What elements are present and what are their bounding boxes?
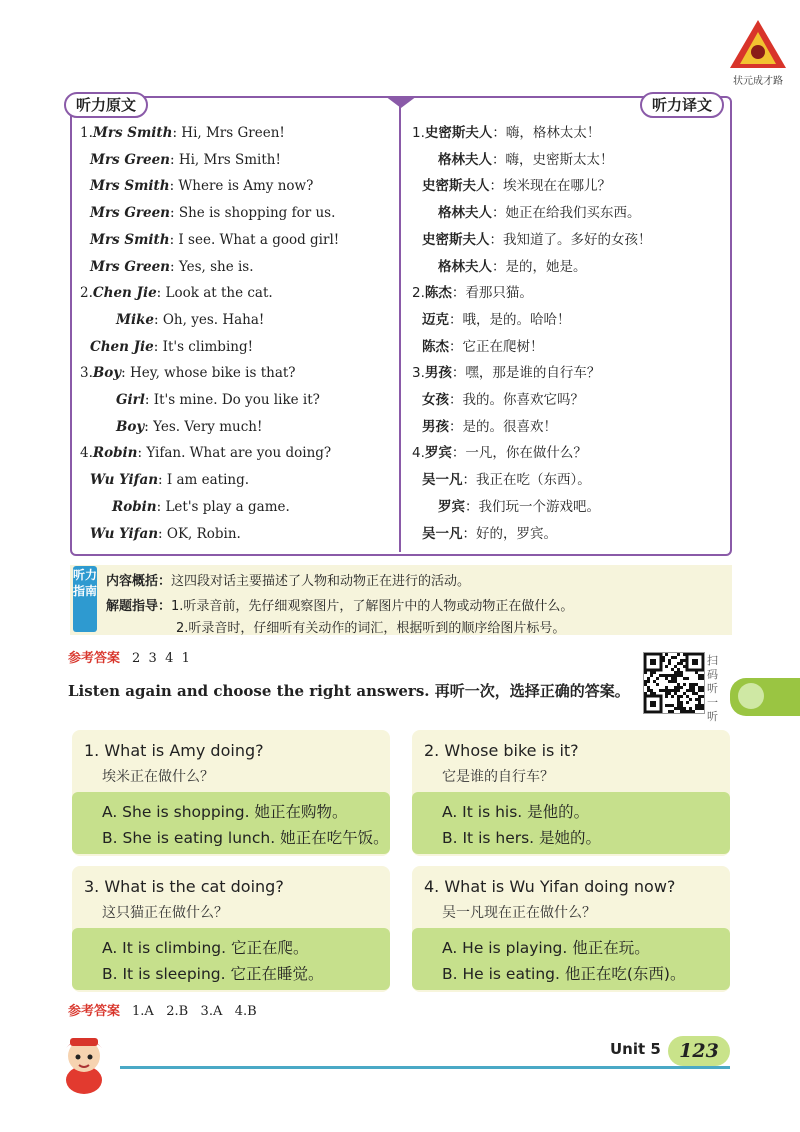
speaker: Boy [116, 418, 145, 435]
speaker: Mike [116, 311, 155, 328]
line-text: : It's mine. Do you like it? [144, 392, 320, 408]
line-text: : OK, Robin. [158, 525, 241, 542]
dialogue-line [90, 258, 254, 276]
line-text: : Hey, whose bike is that? [121, 365, 296, 382]
dialogue-line [90, 231, 339, 249]
line-text: : Yes. Very much! [144, 418, 263, 435]
question-card-2 [412, 730, 730, 856]
speaker: Mrs Smith [90, 178, 170, 195]
dialogue-line [422, 177, 611, 195]
dialogue-line [438, 151, 614, 169]
dialogue-line [116, 311, 264, 329]
dialogue-line [422, 418, 557, 436]
option-a[interactable]: A. She is shopping. 她正在购物。 [102, 803, 348, 821]
dialogue-line [412, 124, 600, 142]
line-text: ：我的。你喜欢它吗？ [449, 392, 584, 408]
line-number: 1. [80, 125, 93, 141]
speaker: Mrs Green [90, 151, 170, 168]
speaker: 史密斯夫人 [422, 178, 490, 195]
speaker: Robin [112, 498, 157, 515]
box-notch [385, 96, 417, 108]
dialogue-line [422, 391, 584, 409]
dialogue-line [90, 204, 335, 222]
footer-line [120, 1066, 730, 1069]
dialogue-line [90, 525, 241, 543]
dialogue-line [90, 471, 249, 489]
line-text: ：我们玩一个游戏吧。 [465, 498, 600, 515]
line-text: ：埃米现在在哪儿？ [489, 178, 611, 195]
logo-brand-text: 状元成才路 [733, 76, 783, 87]
unit-label: Unit 5 [610, 1040, 661, 1058]
line-text: : Look at the cat. [156, 285, 273, 302]
speaker: Mrs Smith [90, 231, 170, 248]
answer-value: 2 3 4 1 [132, 651, 190, 666]
dialogue-line [112, 498, 290, 516]
speaker: 陈杰 [422, 338, 449, 355]
line-text: : Oh, yes. Haha! [154, 311, 265, 328]
speaker: 格林夫人 [438, 205, 492, 222]
dialogue-line [80, 284, 273, 302]
transcript-title: 听力原文 [64, 92, 148, 118]
summary-label: 内容概括： [106, 574, 172, 589]
answer-value: 1.A 2.B 3.A 4.B [132, 1004, 257, 1019]
dialogue-line [438, 204, 641, 222]
speaker: 女孩 [422, 392, 449, 408]
tip1-text: 1.听录音前，先仔细观察图片，了解图片中的人物或动物正在做什么。 [171, 599, 574, 614]
speaker: 罗宾 [438, 498, 465, 515]
question-cn: 这只猫正在做什么？ [102, 905, 228, 921]
line-number: 4. [412, 445, 425, 462]
dialogue-line [116, 391, 320, 409]
dialogue-line [90, 177, 313, 195]
instruction [68, 680, 630, 701]
dialogue-line [438, 498, 600, 516]
speaker: Mrs Green [90, 205, 170, 222]
line-number: 2. [412, 285, 425, 302]
dialogue-line [438, 258, 587, 276]
dialogue-line [90, 338, 253, 356]
line-number: 2. [80, 285, 93, 302]
line-text: : Let's play a game. [156, 498, 290, 515]
line-text: ：我正在吃（东西）。 [462, 472, 591, 489]
line-text: ：嗨，格林太太！ [492, 125, 601, 141]
dialogue-line [422, 471, 591, 489]
speaker: 史密斯夫人 [422, 231, 490, 248]
guide-tip-2: 2.听录音时，仔细听有关动作的词汇，根据听到的顺序给图片标号。 [176, 621, 566, 636]
reference-answer-2 [68, 1000, 257, 1019]
dialogue-line [80, 124, 285, 142]
speaker: 吴一凡 [422, 472, 463, 489]
line-text: : Where is Amy now? [169, 178, 314, 195]
reference-answer-1 [68, 647, 190, 666]
dialogue-line [90, 151, 281, 169]
qr-code[interactable] [643, 652, 705, 714]
dialogue-line [412, 284, 533, 302]
summary-text: 这四段对话主要描述了人物和动物正在进行的活动。 [171, 574, 471, 589]
speaker: 男孩 [422, 418, 449, 435]
speaker: Chen Jie [90, 338, 154, 355]
transcript-divider [399, 100, 401, 552]
line-text: : Hi, Mrs Green! [172, 125, 285, 141]
line-text: ：是的。很喜欢！ [449, 418, 557, 435]
options [72, 792, 390, 854]
option-b[interactable]: B. He is eating. 他正在吃(东西)。 [442, 965, 686, 983]
question-cn: 它是谁的自行车？ [442, 769, 554, 785]
option-b[interactable]: B. She is eating lunch. 她正在吃午饭。 [102, 829, 389, 847]
line-text: : She is shopping for us. [170, 205, 336, 222]
option-a[interactable]: A. He is playing. 他正在玩。 [442, 939, 650, 957]
speaker: Chen Jie [92, 285, 157, 302]
speaker: Robin [92, 445, 138, 462]
options [412, 792, 730, 854]
question-text: 2. Whose bike is it? [424, 741, 579, 760]
line-text: : I see. What a good girl! [169, 231, 340, 248]
speaker: 罗宾 [424, 445, 452, 462]
dialogue-line [80, 364, 296, 382]
options [72, 928, 390, 990]
line-text: : It's climbing! [153, 338, 254, 355]
speaker: Girl [116, 392, 145, 408]
instruction-en: Listen again and choose the right answers. [68, 682, 430, 700]
question-card-4 [412, 866, 730, 992]
dialogue-line [422, 231, 652, 249]
guide-tip-1 [106, 595, 573, 614]
question-card-1 [72, 730, 390, 856]
speaker: 迈克 [422, 311, 449, 328]
mascot-icon [52, 1030, 116, 1096]
dialogue-line [80, 444, 331, 462]
guide-tag: 听力指南 [73, 566, 97, 632]
dialogue-line [412, 444, 587, 462]
dialogue-line [422, 338, 544, 356]
line-text: ：哦，是的。哈哈！ [449, 311, 571, 328]
options [412, 928, 730, 990]
line-text: ：嗨，史密斯太太！ [492, 151, 614, 168]
line-number: 3. [412, 365, 425, 382]
line-number: 1. [412, 125, 425, 141]
translation-title: 听力译文 [640, 92, 724, 118]
line-number: 4. [80, 445, 93, 462]
dialogue-line [422, 525, 557, 543]
side-tab-icon [730, 678, 800, 716]
publisher-logo [728, 18, 788, 88]
guide-summary [106, 570, 470, 589]
answer-label: 参考答案 [68, 1004, 121, 1019]
line-text: : Yes, she is. [170, 258, 254, 275]
question-cn: 吴一凡现在正在做什么？ [442, 905, 596, 921]
option-b[interactable]: B. It is hers. 是她的。 [442, 829, 602, 847]
speaker: Boy [92, 365, 122, 382]
line-text: ：好的，罗宾。 [462, 525, 557, 542]
speaker: 吴一凡 [422, 525, 463, 542]
line-text: : Yifan. What are you doing? [137, 445, 332, 462]
line-text: ：一凡，你在做什么？ [451, 445, 587, 462]
option-b[interactable]: B. It is sleeping. 它正在睡觉。 [102, 965, 324, 983]
speaker: 格林夫人 [438, 258, 492, 275]
question-card-3 [72, 866, 390, 992]
speaker: 史密斯夫人 [424, 125, 493, 141]
speaker: 男孩 [424, 365, 452, 382]
page-number: 123 [668, 1036, 730, 1066]
dialogue-line [412, 364, 600, 382]
speaker: Mrs Green [90, 258, 170, 275]
speaker: 格林夫人 [438, 151, 492, 168]
line-text: ：她正在给我们买东西。 [492, 205, 641, 222]
speaker: 陈杰 [424, 285, 452, 302]
dialogue-line [116, 418, 262, 436]
line-text: ：是的，她是。 [492, 258, 587, 275]
speaker: Wu Yifan [90, 525, 159, 542]
question-text: 4. What is Wu Yifan doing now? [424, 877, 676, 896]
dialogue-line [422, 311, 571, 329]
option-a[interactable]: A. It is climbing. 它正在爬。 [102, 939, 309, 957]
tips-label: 解题指导： [106, 599, 172, 614]
line-text: ：看那只猫。 [451, 285, 533, 302]
speaker: Mrs Smith [92, 125, 173, 141]
line-text: ：嘿，那是谁的自行车？ [451, 365, 601, 382]
instruction-cn: 再听一次，选择正确的答案。 [434, 682, 630, 700]
line-text: ：它正在爬树！ [449, 338, 544, 355]
question-text: 1. What is Amy doing? [84, 741, 264, 760]
question-cn: 埃米正在做什么？ [102, 769, 214, 785]
question-text: 3. What is the cat doing? [84, 877, 284, 896]
option-a[interactable]: A. It is his. 是他的。 [442, 803, 590, 821]
qr-label: 扫码听一听 [707, 654, 718, 723]
line-text: : Hi, Mrs Smith! [170, 151, 281, 168]
line-text: ：我知道了。多好的女孩！ [489, 231, 652, 248]
speaker: Wu Yifan [90, 472, 159, 489]
line-number: 3. [80, 365, 93, 382]
answer-label: 参考答案 [68, 651, 121, 666]
line-text: : I am eating. [158, 472, 250, 489]
